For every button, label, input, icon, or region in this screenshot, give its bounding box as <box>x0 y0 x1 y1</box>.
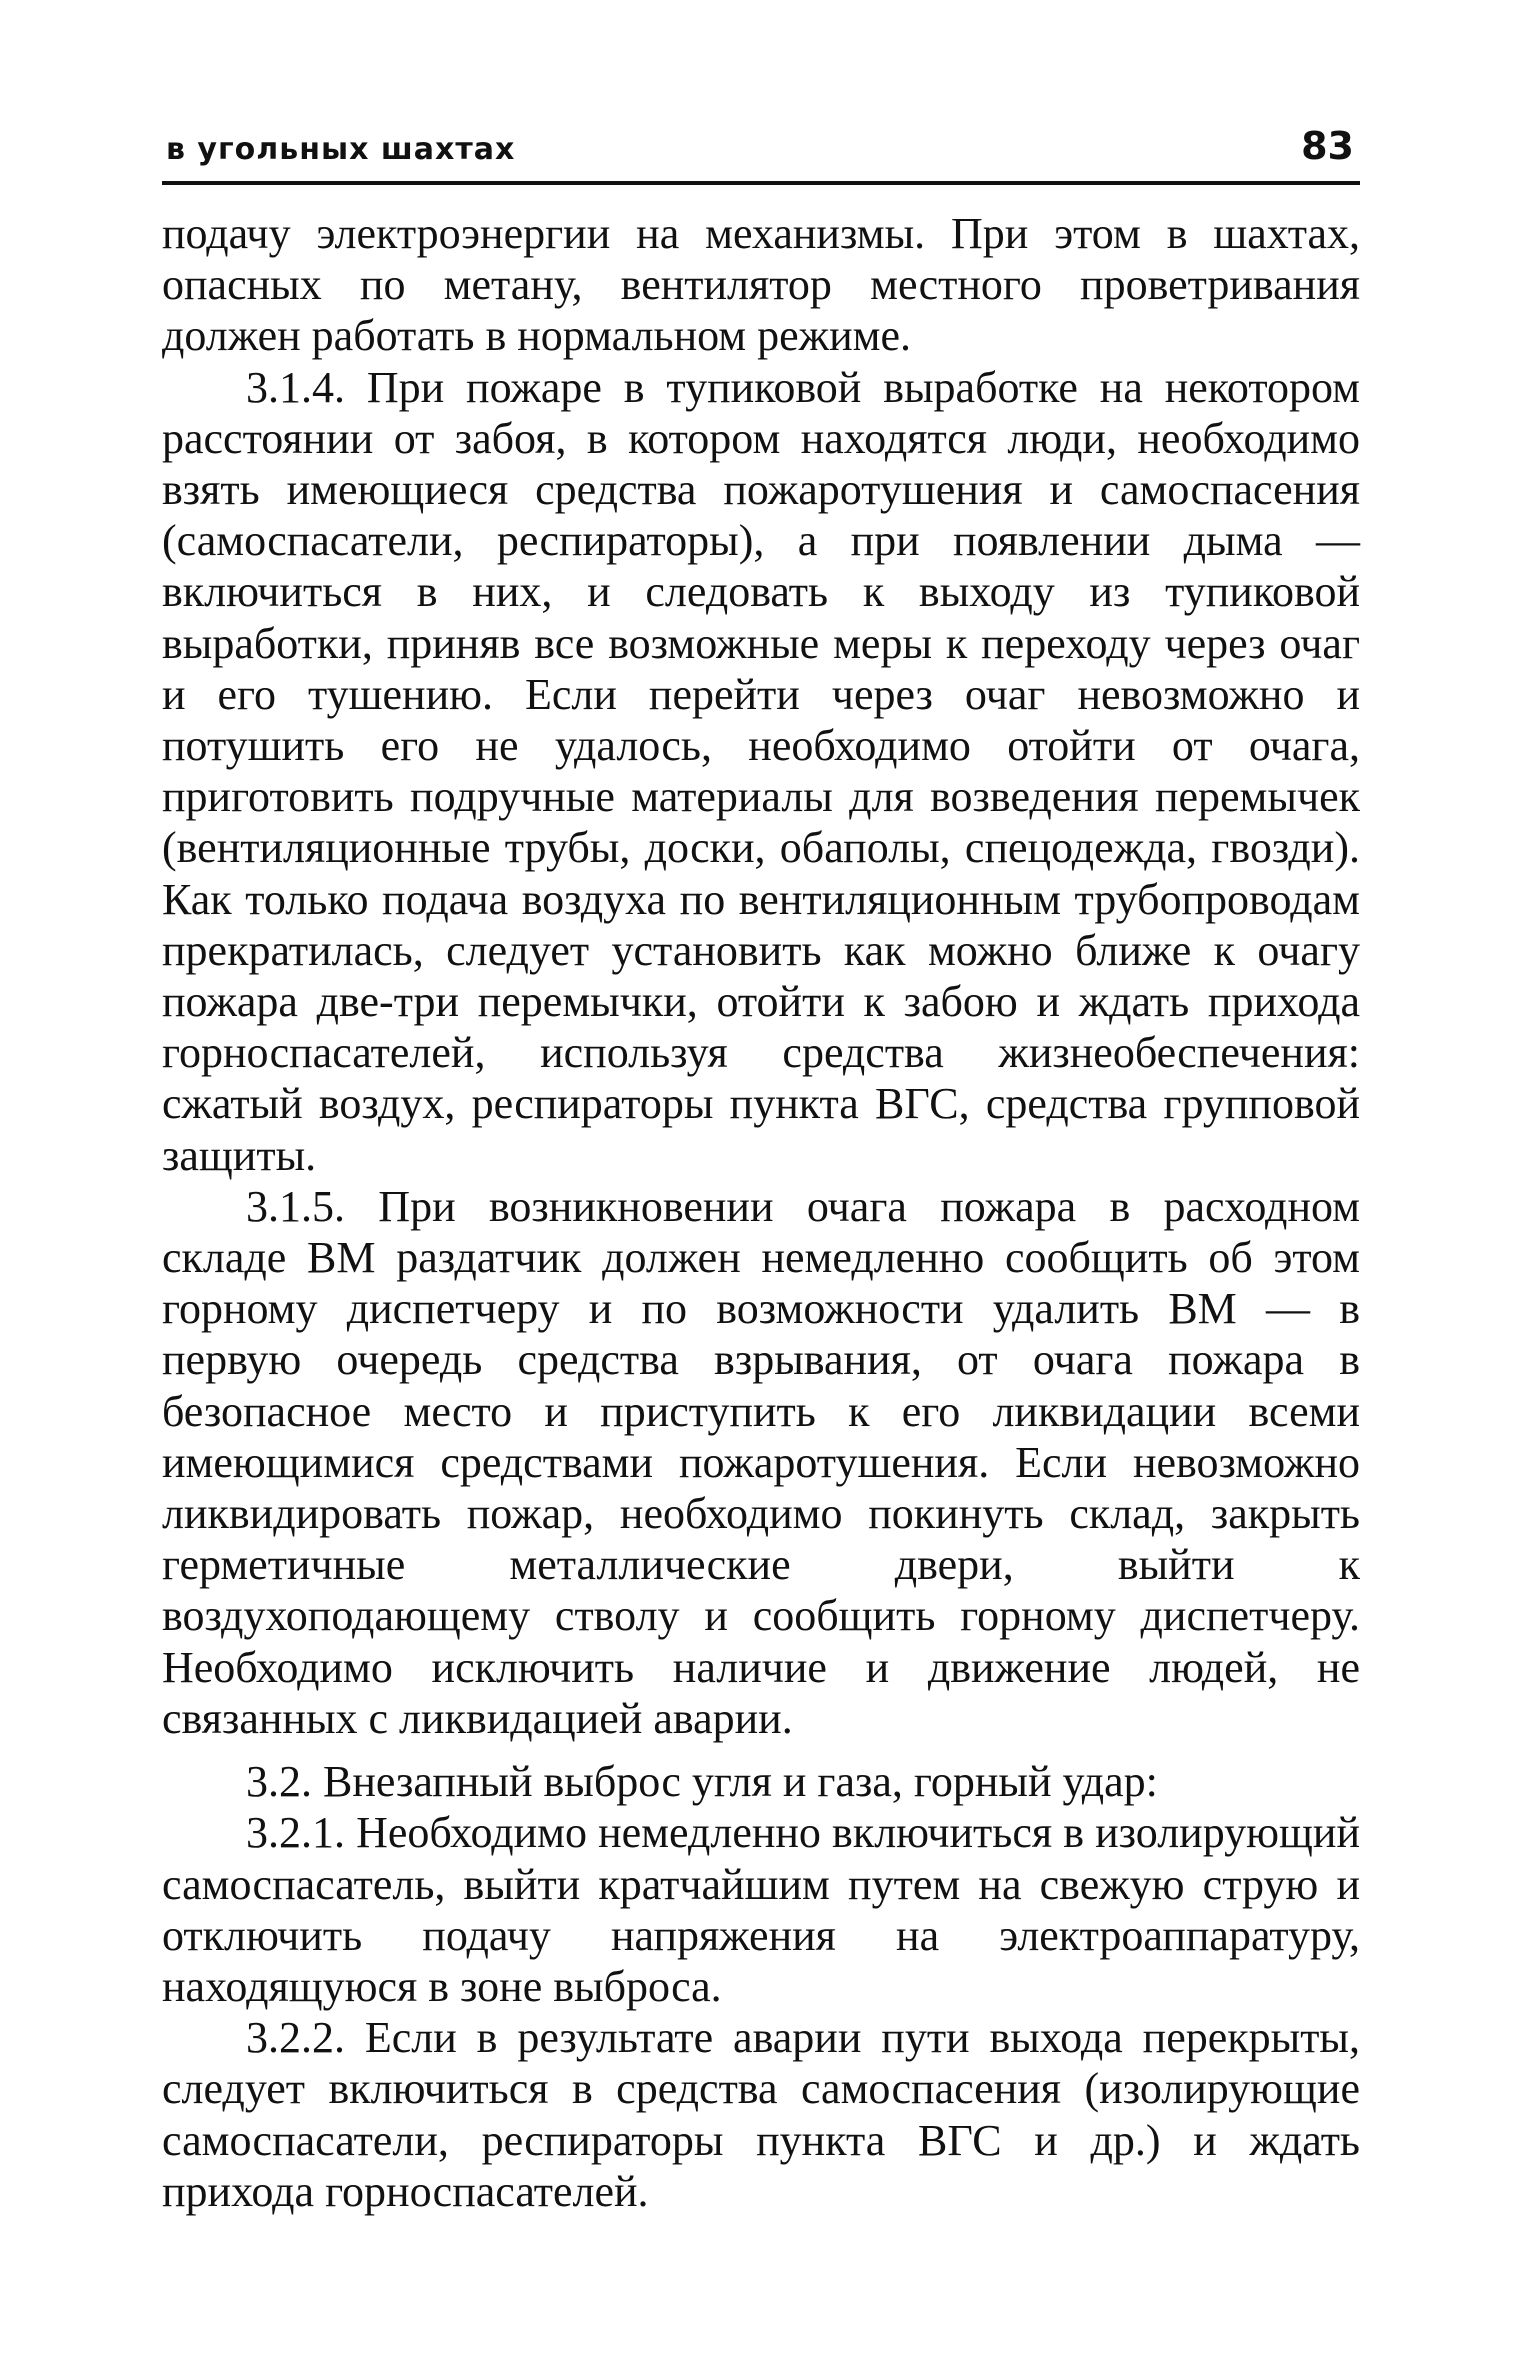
paragraph-3-1-5: 3.1.5. При возникновении очага пожара в расходном складе ВМ раздатчик должен немедленно сообщить об этом горному диспетчеру и по возможности удалить ВМ — в первую очередь средства взрывания, от очага пожара в безопасное место и приступить к его ликвидации всеми имеющимися средствами пожаротушения. Если невозможно ликвидировать пожар, необходимо покинуть склад, закрыть герметичные металлические двери, выйти к воздухоподающему стволу и сообщить горному диспетчеру. Необходимо исключить наличие и движение людей, не связанных с ликвидацией аварии. <box>162 1181 1360 1743</box>
page-number: 83 <box>1301 124 1354 168</box>
paragraph-3-1-4: 3.1.4. При пожаре в тупиковой выработке на некотором расстоянии от забоя, в котором находятся люди, необходимо взять имеющиеся средства пожаротушения и самоспасения (самоспасатели, респираторы), а при появлении дыма — включиться в них, и следовать к выходу из тупиковой выработки, приняв все возможные меры к переходу через очаг и его тушению. Если перейти через очаг невозможно и потушить его не удалось, необходимо отойти от очага, приготовить подручные материалы для возведения перемычек (вентиляционные трубы, доски, обаполы, спецодежда, гвозди). Как только подача воздуха по вентиляционным трубопроводам прекратилась, следует установить как можно ближе к очагу пожара две-три перемычки, отойти к забою и ждать прихода горноспасателей, используя средства жизнеобеспечения: сжатый воздух, респираторы пункта ВГС, средства групповой защиты. <box>162 362 1360 1180</box>
header-rule <box>162 181 1360 185</box>
paragraph-3-2-2: 3.2.2. Если в результате аварии пути выхода перекрыты, следует включиться в средства самоспасения (изолирующие самоспасатели, респираторы пункта ВГС и др.) и ждать прихода горноспасателей. <box>162 2013 1360 2216</box>
paragraph-3-2-1: 3.2.1. Необходимо немедленно включиться в изолирующий самоспасатель, выйти кратчайшим путем на свежую струю и отключить подачу напряжения на электроаппаратуру, находящуюся в зоне выброса. <box>162 1808 1360 2011</box>
section-heading-3-2: 3.2. Внезапный выброс угля и газа, горный удар: <box>246 1757 1158 1807</box>
paragraph-continuation: подачу электроэнергии на механизмы. При этом в шахтах, опасных по метану, вентилятор местного проветривания должен работать в нормальном режиме. <box>162 209 1360 361</box>
running-header <box>162 118 1360 180</box>
body-text <box>162 208 1360 2217</box>
book-page <box>162 118 1360 2216</box>
running-title: в угольных шахтах <box>166 132 516 167</box>
